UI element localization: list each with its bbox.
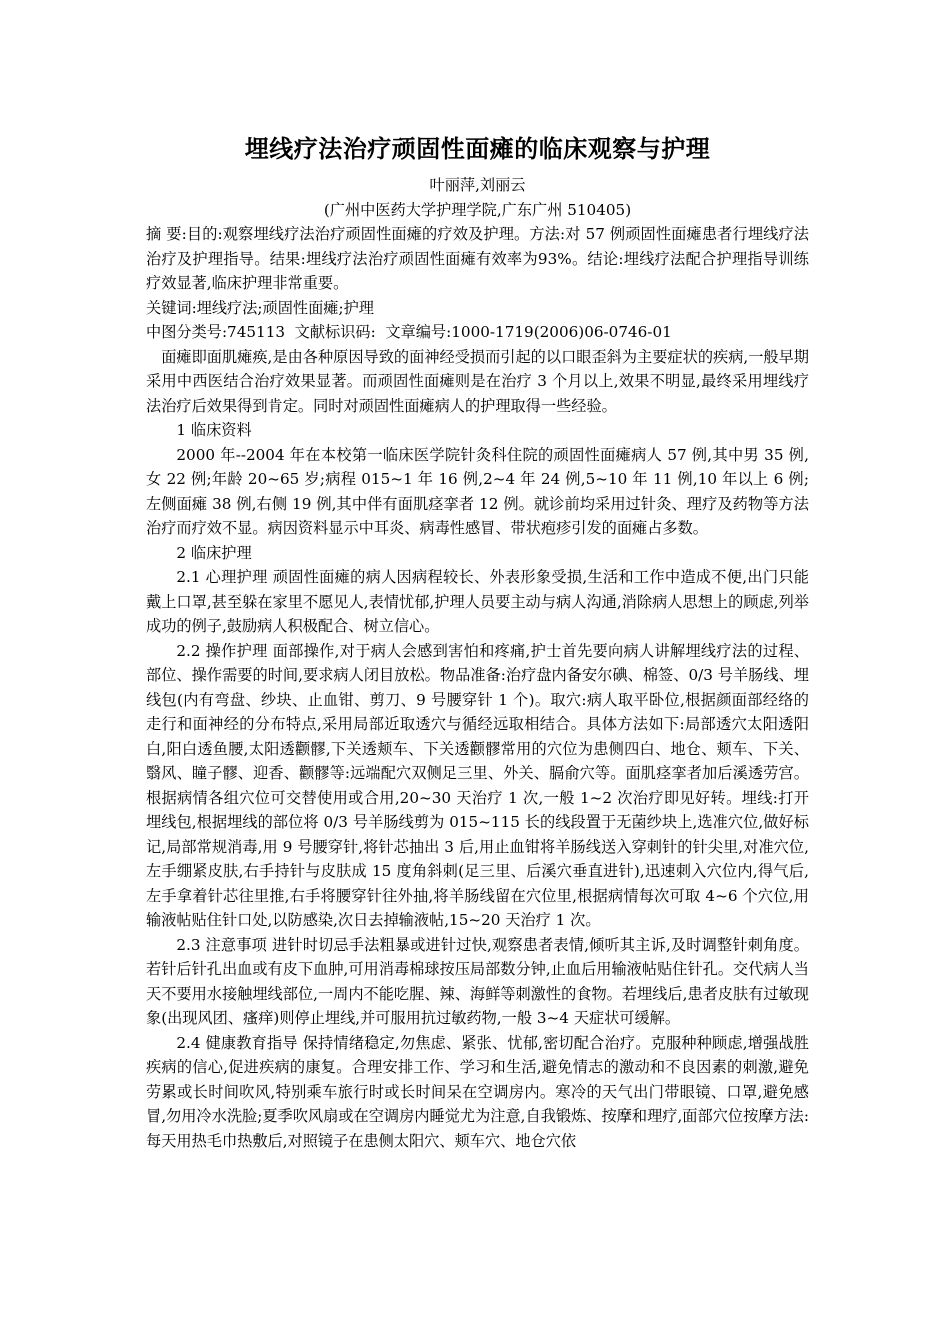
section-1-heading: 1 临床资料	[176, 421, 252, 439]
paper-authors: 叶丽萍,刘丽云	[429, 176, 526, 194]
classification-line: 中图分类号:745113 文献标识码: 文章编号:1000-1719(2006)06-0746-01	[146, 323, 672, 341]
section-2-2-paragraph: 2.2 操作护理 面部操作,对于病人会感到害怕和疼痛,护士首先要向病人讲解埋线疗法的过程、部位、操作需要的时间,要求病人闭目放松。物品准备:治疗盘内备安尔碘、棉签、0/3 号羊肠线、埋线包(内有弯盘、纱块、止血钳、剪刀、9 号腰穿针 1 个)。取穴:病人取平卧位,根据颜面部经络的走行和面神经的分布特点,采用局部近取透穴与循经远取相结合。具体方法如下:局部透穴太阳透阳白,阳白透鱼腰,太阳透颧髎,下关透颊车、下关透颧髎常用的穴位为患侧四白、地仓、颊车、下关、翳风、瞳子髎、迎香、颧髎等:远端配穴双侧足三里、外关、膈俞穴等。面肌痉挛者加后溪透劳宫。根据病情各组穴位可交替使用或合用,20~30 天治疗 1 次,一般 1~2 次治疗即见好转。埋线:打开埋线包,根据埋线的部位将 0/3 号羊肠线剪为 015~115 长的线段置于无菌纱块上,选准穴位,做好标记,局部常规消毒,用 9 号腰穿针,将针芯抽出 3 后,用止血钳将羊肠线送入穿刺针的针尖里,对准穴位,左手绷紧皮肤,右手持针与皮肤成 15 度角斜刺(足三里、后溪穴垂直进针),迅速刺入穴位内,得气后,左手拿着针芯往里推,右手将腰穿针往外抽,将羊肠线留在穴位里,根据病情每次可取 4~6 个穴位,用输液帖贴住针口处,以防感染,次日去掉输液帖,15~20 天治疗 1 次。	[146, 641, 809, 929]
section-1-paragraph: 2000 年--2004 年在本校第一临床医学院针灸科住院的顽固性面瘫病人 57 例,其中男 35 例,女 22 例;年龄 20~65 岁;病程 015~1 年 16 例,2~4 年 24 例,5~10 年 11 例,10 年以上 6 例;左侧面瘫 38 例,右侧 19 例,其中伴有面肌痉挛者 12 例。就诊前均采用过针灸、理疗及药物等方法治疗而疗效不显。病因资料显示中耳炎、病毒性感冒、带状疱疹引发的面瘫占多数。	[146, 445, 809, 537]
intro-paragraph: 面瘫即面肌瘫痪,是由各种原因导致的面神经受损而引起的以口眼歪斜为主要症状的疾病,一般早期采用中西医结合治疗效果显著。而顽固性面瘫则是在治疗 3 个月以上,效果不明显,最终采用埋线疗法治疗后效果得到肯定。同时对顽固性面瘫病人的护理取得一些经验。	[146, 347, 809, 415]
paper-title: 埋线疗法治疗顽固性面瘫的临床观察与护理	[244, 135, 711, 163]
section-2-3-paragraph: 2.3 注意事项 进针时切忌手法粗暴或进针过快,观察患者表情,倾听其主诉,及时调整针刺角度。若针后针孔出血或有皮下血肿,可用消毒棉球按压局部数分钟,止血后用输液帖贴住针孔。交代病人当天不要用水接触埋线部位,一周内不能吃腥、辣、海鲜等刺激性的食物。若埋线后,患者皮肤有过敏现象(出现风团、瘙痒)则停止埋线,并可服用抗过敏药物,一般 3~4 天症状可缓解。	[146, 935, 809, 1027]
paper-affiliation: (广州中医药大学护理学院,广东广州 510405)	[323, 200, 632, 219]
abstract: 摘 要:目的:观察埋线疗法治疗顽固性面瘫的疗效及护理。方法:对 57 例顽固性面瘫患者行埋线疗法治疗及护理指导。结果:埋线疗法治疗顽固性面瘫有效率为93%。结论:埋线疗法配合护理指导训练疗效显著,临床护理非常重要。	[146, 225, 809, 292]
section-2-4-paragraph: 2.4 健康教育指导 保持情绪稳定,勿焦虑、紧张、忧郁,密切配合治疗。克服种种顾虑,增强战胜疾病的信心,促进疾病的康复。合理安排工作、学习和生活,避免情志的激动和不良因素的刺激,避免劳累或长时间吹风,特别乘车旅行时或长时间呆在空调房内。寒冷的天气出门带眼镜、口罩,避免感冒,勿用冷水洗脸;夏季吹风扇或在空调房内睡觉尤为注意,自我锻炼、按摩和理疗,面部穴位按摩方法:每天用热毛巾热敷后,对照镜子在患侧太阳穴、颊车穴、地仓穴依	[146, 1033, 809, 1150]
keywords: 关键词:埋线疗法;顽固性面瘫;护理	[146, 298, 374, 317]
section-2-1-paragraph: 2.1 心理护理 顽固性面瘫的病人因病程较长、外表形象受损,生活和工作中造成不便,出门只能戴上口罩,甚至躲在家里不愿见人,表情忧郁,护理人员要主动与病人沟通,消除病人思想上的顾虑,列举成功的例子,鼓励病人积极配合、树立信心。	[146, 568, 809, 635]
section-2-heading: 2 临床护理	[176, 543, 252, 562]
